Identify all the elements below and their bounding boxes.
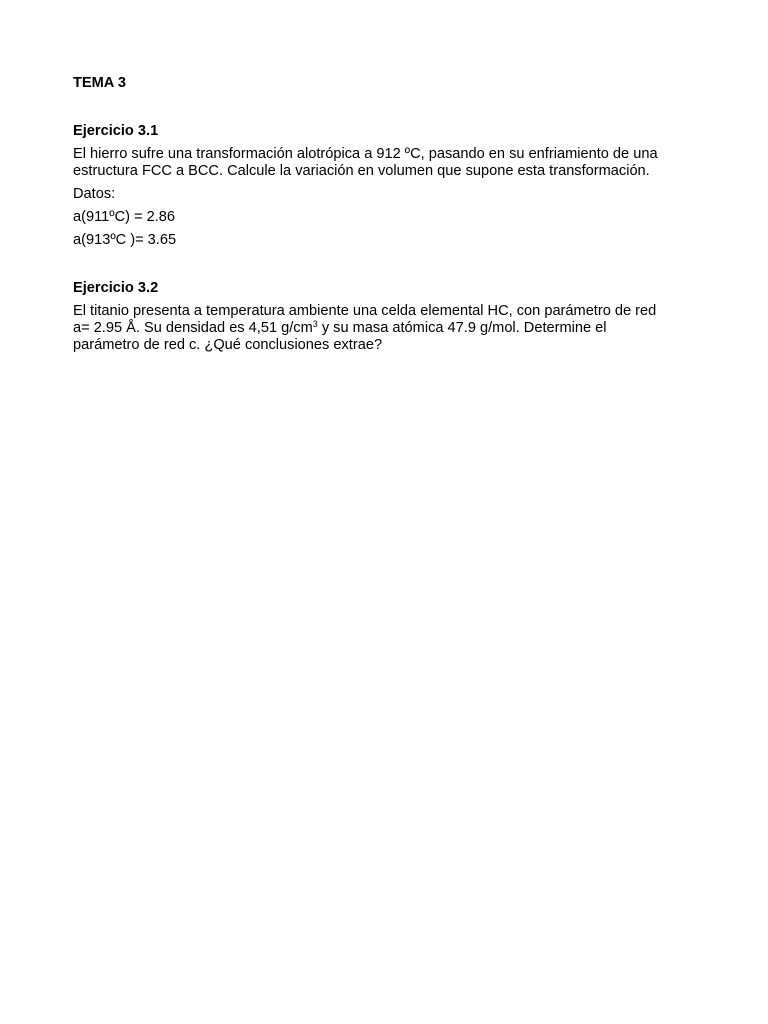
exercise-statement [73, 146, 703, 180]
exercise-statement [73, 303, 703, 354]
exercise-3-2 [73, 280, 703, 354]
exercise-title: Ejercicio 3.1 [73, 123, 159, 139]
data-label: Datos: [73, 186, 116, 202]
statement-line: El titanio presenta a temperatura ambiente una celda elemental HC, con parámetro de red [73, 303, 657, 319]
document-content [73, 75, 703, 354]
exercise-3-1 [73, 123, 703, 249]
document-heading: TEMA 3 [73, 75, 126, 91]
data-value: a(911ºC) = 2.86 [73, 209, 176, 225]
data-value: a(913ºC )= 3.65 [73, 232, 177, 248]
exercise-title: Ejercicio 3.2 [73, 280, 159, 296]
statement-line: El hierro sufre una transformación alotrópica a 912 ºC, pasando en su enfriamiento de una [73, 146, 658, 162]
statement-line: parámetro de red c. ¿Qué conclusiones extrae? [73, 337, 383, 353]
statement-text: y su masa atómica 47.9 g/mol. Determine el [317, 320, 607, 336]
statement-line: estructura FCC a BCC. Calcule la variación en volumen que supone esta transformación. [73, 163, 650, 179]
statement-text: a= 2.95 Å. Su densidad es 4,51 g/cm [73, 320, 313, 336]
superscript-exponent: 3 [312, 319, 318, 329]
statement-line [73, 320, 703, 337]
section-gap [73, 249, 703, 280]
